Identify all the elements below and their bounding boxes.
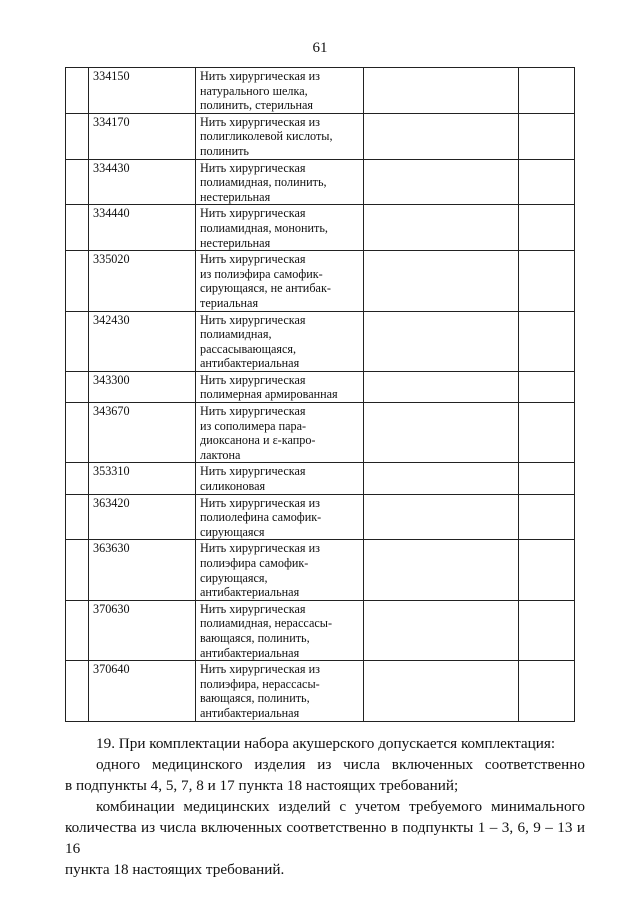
device-name-line: нестерильная	[200, 189, 271, 204]
device-code: 353310	[93, 464, 130, 479]
table-row	[66, 661, 575, 721]
device-code-cell	[89, 159, 196, 205]
device-name-line: Нить хирургическая из	[200, 662, 320, 677]
empty-cell	[66, 661, 89, 721]
device-name-line: диоксанона и ε-капро-	[200, 433, 316, 448]
device-code-cell	[89, 205, 196, 251]
device-code-cell	[89, 600, 196, 660]
device-name-line: Нить хирургическая	[200, 160, 306, 175]
empty-cell	[364, 600, 519, 660]
empty-cell	[364, 68, 519, 114]
device-code: 334440	[93, 206, 130, 221]
device-name-line: Нить хирургическая из	[200, 495, 320, 510]
empty-cell	[364, 205, 519, 251]
device-name-line: полиэфира самофик-	[200, 556, 309, 570]
device-code-cell	[89, 251, 196, 311]
device-name-line: сирующаяся,	[200, 570, 268, 585]
device-name-line: сирующаяся, не антибак-	[200, 281, 331, 296]
device-name-cell	[196, 311, 364, 371]
device-code: 334430	[93, 160, 130, 175]
table-row	[66, 159, 575, 205]
device-name-line: Нить хирургическая	[200, 252, 306, 267]
empty-cell	[519, 463, 575, 494]
device-code-cell	[89, 311, 196, 371]
device-name-line: антибактериальная	[200, 645, 300, 660]
device-name-line: антибактериальная	[200, 356, 300, 371]
device-code: 334170	[93, 114, 130, 129]
empty-cell	[364, 113, 519, 159]
empty-cell	[519, 251, 575, 311]
table-row	[66, 311, 575, 371]
device-name-cell	[196, 403, 364, 463]
table-row	[66, 205, 575, 251]
device-code: 363420	[93, 495, 130, 510]
device-name-cell	[196, 159, 364, 205]
device-code-cell	[89, 371, 196, 402]
empty-cell	[364, 403, 519, 463]
device-name-line: вающаяся, полинить,	[200, 630, 310, 645]
device-name-line: вающаяся, полинить,	[200, 691, 310, 706]
empty-cell	[66, 311, 89, 371]
device-name-line: Нить хирургическая	[200, 312, 306, 327]
device-code-cell	[89, 463, 196, 494]
device-code-cell	[89, 68, 196, 114]
device-name-line: Нить хирургическая из	[200, 541, 320, 556]
paragraph-19b-line-3: пункта 18 настоящих требований.	[65, 861, 285, 878]
table-row	[66, 371, 575, 402]
device-name-line: Нить хирургическая	[200, 464, 306, 479]
empty-cell	[364, 463, 519, 494]
device-code: 370640	[93, 662, 130, 677]
device-name-line: полиамидная,	[200, 327, 272, 342]
device-name-line: Нить хирургическая из	[200, 114, 320, 129]
empty-cell	[364, 311, 519, 371]
device-name-line: полинить, стерильная	[200, 98, 314, 113]
empty-cell	[66, 600, 89, 660]
empty-cell	[519, 600, 575, 660]
device-code-cell	[89, 113, 196, 159]
empty-cell	[66, 113, 89, 159]
empty-cell	[519, 311, 575, 371]
empty-cell	[66, 371, 89, 402]
paragraph-19b-line-2: количества из числа включенных соответственно в подпункты 1 – 3, 6, 9 – 13 и 16	[65, 819, 585, 857]
table-row	[66, 463, 575, 494]
device-code: 335020	[93, 252, 130, 267]
device-name-line: антибактериальная	[200, 705, 300, 720]
table-row	[66, 403, 575, 463]
device-name-cell	[196, 463, 364, 494]
device-code: 334150	[93, 69, 130, 83]
device-name-cell	[196, 205, 364, 251]
table-row	[66, 600, 575, 660]
device-name-line: рассасывающаяся,	[200, 341, 297, 356]
device-name-cell	[196, 371, 364, 402]
empty-cell	[519, 205, 575, 251]
device-name-line: лактона	[200, 447, 241, 462]
device-name-line: Нить хирургическая	[200, 601, 306, 616]
device-name-line: полиамидная, нерассасы-	[200, 616, 333, 631]
device-code: 342430	[93, 312, 130, 327]
device-name-line: полиэфира, нерассасы-	[200, 676, 320, 691]
empty-cell	[364, 540, 519, 600]
device-name-line: Нить хирургическая	[200, 404, 306, 419]
empty-cell	[66, 251, 89, 311]
empty-cell	[66, 403, 89, 463]
device-name-line: из сополимера пара-	[200, 418, 307, 433]
empty-cell	[519, 540, 575, 600]
device-name-line: полиамидная, полинить,	[200, 175, 327, 190]
empty-cell	[364, 159, 519, 205]
device-name-line: полимерная армированная	[200, 387, 338, 402]
device-name-line: полигликолевой кислоты,	[200, 129, 333, 144]
table-row	[66, 540, 575, 600]
device-name-line: териальная	[200, 295, 259, 310]
device-code-cell	[89, 403, 196, 463]
empty-cell	[519, 113, 575, 159]
empty-cell	[519, 371, 575, 402]
empty-cell	[519, 159, 575, 205]
device-name-line: антибактериальная	[200, 585, 300, 600]
device-code-cell	[89, 661, 196, 721]
empty-cell	[364, 251, 519, 311]
device-code: 343300	[93, 372, 130, 387]
device-name-cell	[196, 600, 364, 660]
empty-cell	[519, 403, 575, 463]
device-name-line: Нить хирургическая	[200, 372, 306, 387]
device-name-line: натурального шелка,	[200, 83, 308, 98]
device-name-cell	[196, 251, 364, 311]
device-code: 343670	[93, 404, 130, 419]
paragraph-19	[65, 733, 585, 880]
device-name-line: полиамидная, мононить,	[200, 220, 328, 235]
table-row	[66, 494, 575, 540]
empty-cell	[364, 494, 519, 540]
device-name-line: сирующаяся	[200, 524, 265, 539]
device-name-line: из полиэфира самофик-	[200, 266, 323, 281]
paragraph-19a-line-2: в подпункты 4, 5, 7, 8 и 17 пункта 18 настоящих требований;	[65, 777, 459, 794]
table-row	[66, 68, 575, 114]
device-code: 370630	[93, 601, 130, 616]
empty-cell	[66, 205, 89, 251]
device-name-line: Нить хирургическая	[200, 206, 306, 221]
device-name-line: полинить	[200, 143, 249, 158]
empty-cell	[66, 68, 89, 114]
device-name-cell	[196, 494, 364, 540]
empty-cell	[519, 68, 575, 114]
device-name-line: полиолефина самофик-	[200, 510, 322, 525]
device-name-cell	[196, 113, 364, 159]
device-name-line: Нить хирургическая из	[200, 69, 320, 83]
device-name-cell	[196, 68, 364, 114]
device-name-line: нестерильная	[200, 235, 271, 250]
table-row	[66, 251, 575, 311]
device-code-cell	[89, 540, 196, 600]
device-name-cell	[196, 540, 364, 600]
empty-cell	[519, 661, 575, 721]
empty-cell	[66, 494, 89, 540]
empty-cell	[519, 494, 575, 540]
empty-cell	[364, 661, 519, 721]
device-name-cell	[196, 661, 364, 721]
empty-cell	[66, 159, 89, 205]
page-number: 61	[312, 40, 328, 56]
empty-cell	[66, 540, 89, 600]
medical-devices-table	[65, 67, 575, 722]
empty-cell	[364, 371, 519, 402]
table-row	[66, 113, 575, 159]
empty-cell	[66, 463, 89, 494]
paragraph-19b-line-1: комбинации медицинских изделий с учетом требуемого минимального	[96, 798, 585, 815]
device-code-cell	[89, 494, 196, 540]
device-code: 363630	[93, 541, 130, 556]
device-name-line: силиконовая	[200, 479, 266, 494]
paragraph-19-line: 19. При комплектации набора акушерского допускается комплектация:	[96, 735, 556, 752]
paragraph-19a-line-1: одного медицинского изделия из числа включенных соответственно	[96, 756, 585, 773]
